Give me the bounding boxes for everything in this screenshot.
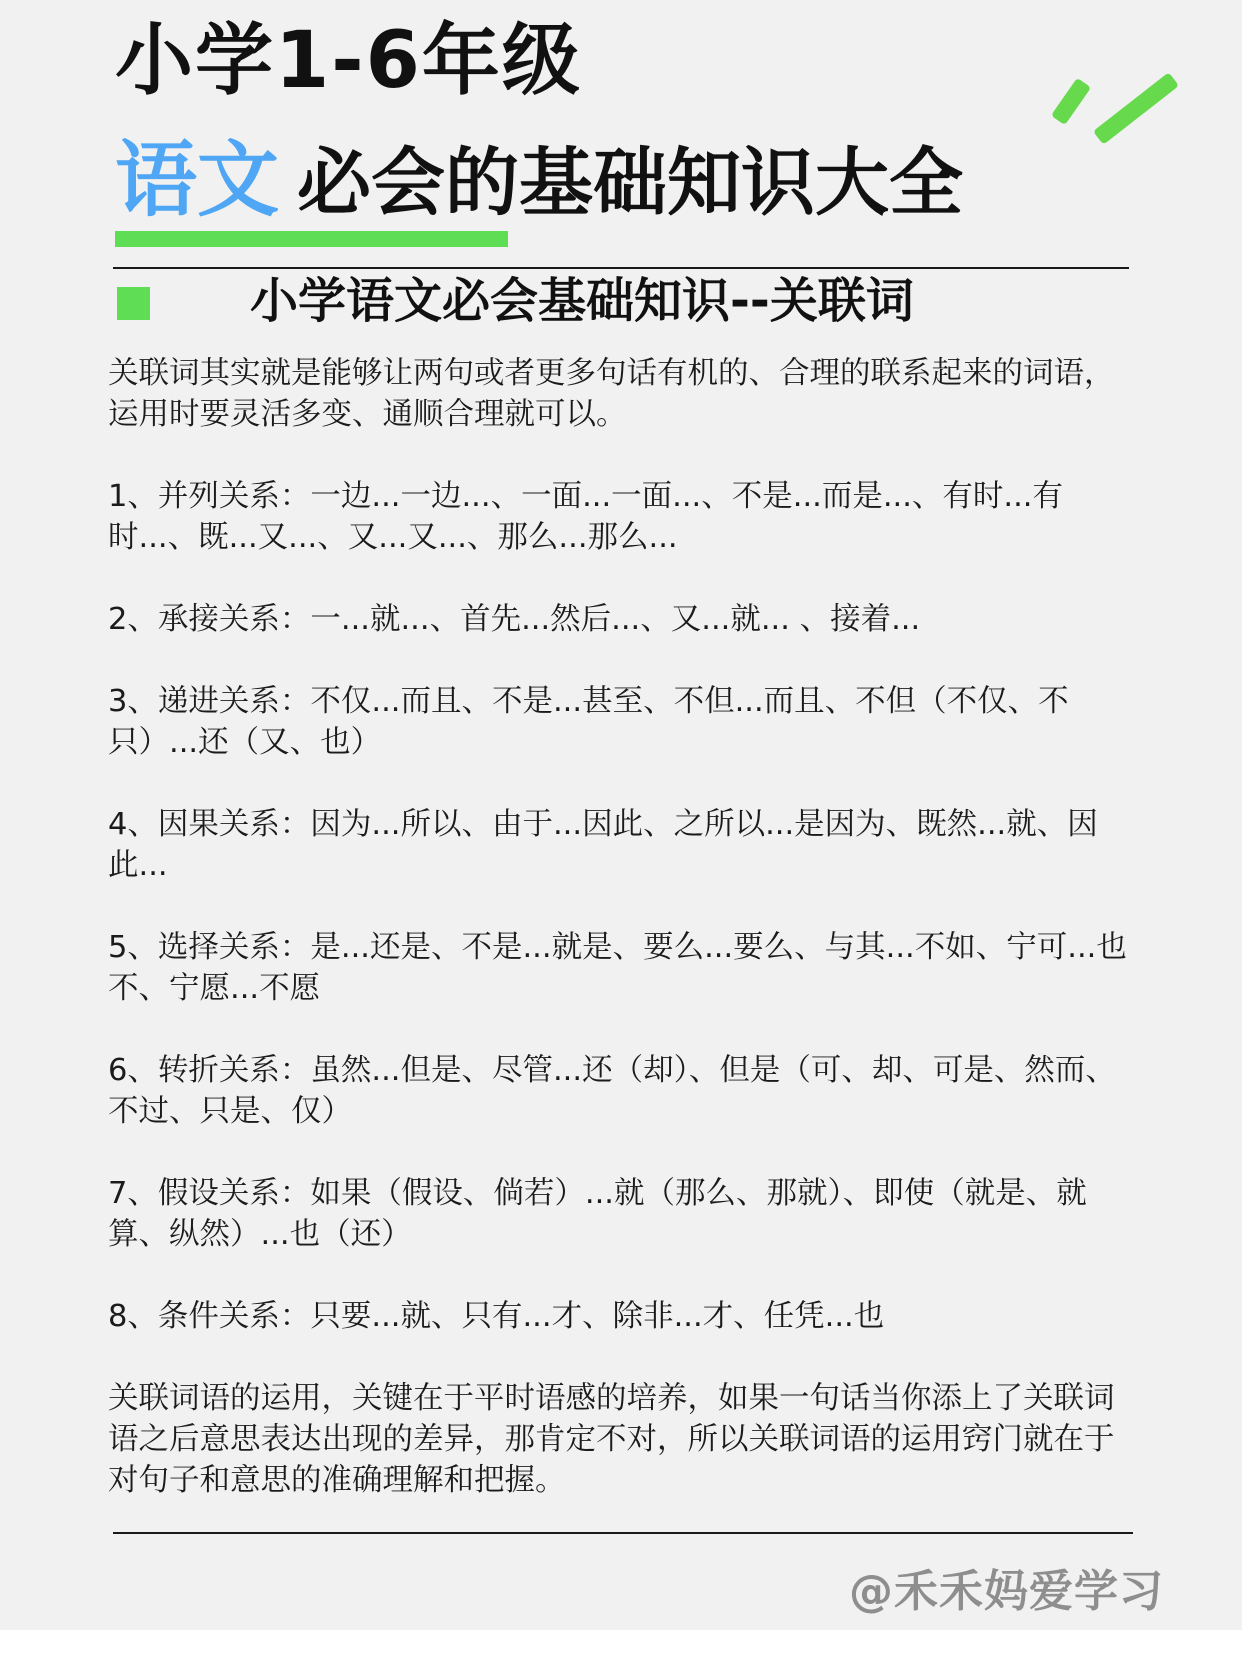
intro-paragraph: 关联词其实就是能够让两句或者更多句话有机的、合理的联系起来的词语，运用时要灵活多变、通顺合理就可以。: [108, 356, 1115, 432]
decoration-slash-short: [1051, 78, 1091, 125]
list-item-5: 5、选择关系：是...还是、不是...就是、要么...要么、与其...不如、宁可...也不、宁愿...不愿: [108, 930, 1127, 1006]
section-heading: 小学语文必会基础知识--关联词: [250, 273, 914, 329]
title-underline-decoration: [115, 231, 508, 247]
title-accent-text: 语文: [115, 133, 280, 228]
page-title-line1: 小学1-6年级: [115, 16, 582, 106]
conclusion-paragraph: 关联词语的运用，关键在于平时语感的培养，如果一句话当你添上了关联词语之后意思表达出现的差异，那肯定不对，所以关联词语的运用窍门就在于对句子和意思的准确理解和把握。: [108, 1381, 1115, 1498]
list-item-6: 6、转折关系：虽然...但是、尽管...还（却）、但是（可、却、可是、然而、不过、只是、仅）: [108, 1053, 1116, 1129]
list-item-1: 1、并列关系：一边...一边...、一面...一面...、不是...而是...、有时...有时...、既...又...、又...又...、那么...那么...: [108, 479, 1063, 555]
title-rest-text: 必会的基础知识大全: [297, 140, 964, 226]
list-item-4: 4、因果关系：因为...所以、由于...因此、之所以...是因为、既然...就、因此...: [108, 807, 1098, 883]
page-title-line2: [115, 133, 964, 230]
section-marker-icon: [117, 287, 150, 320]
bottom-divider: [113, 1532, 1133, 1534]
author-watermark: @禾禾妈爱学习: [849, 1566, 1164, 1617]
list-item-8: 8、条件关系：只要...就、只有...才、除非...才、任凭...也: [108, 1299, 885, 1334]
list-item-3: 3、递进关系：不仅...而且、不是...甚至、不但...而且、不但（不仅、不只）...还（又、也）: [108, 684, 1069, 760]
list-item-2: 2、承接关系：一...就...、首先...然后...、又...就... 、接着...: [108, 602, 921, 637]
decoration-slash-long: [1093, 72, 1179, 144]
list-item-7: 7、假设关系：如果（假设、倘若）...就（那么、那就）、即使（就是、就算、纵然）...也（还）: [108, 1176, 1087, 1252]
top-divider: [113, 267, 1129, 269]
